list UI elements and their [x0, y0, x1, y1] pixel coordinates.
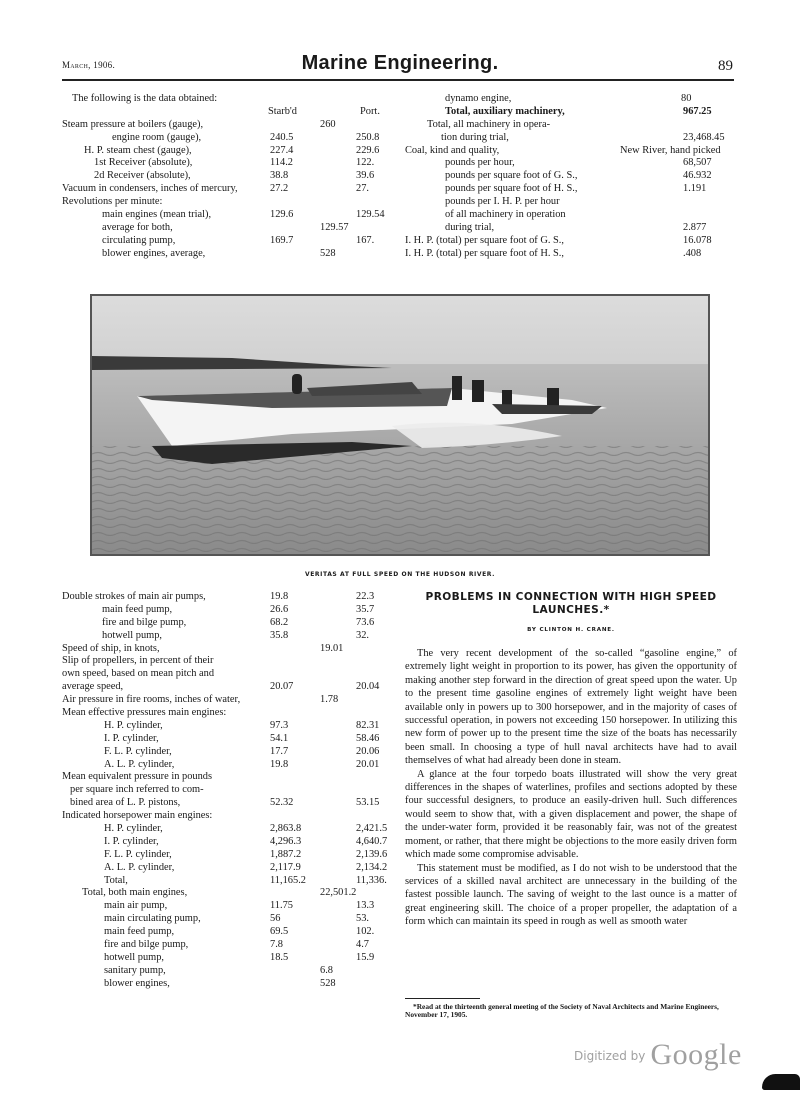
row-label: Steam pressure at boilers (gauge), — [62, 118, 204, 130]
port-value: 73.6 — [356, 616, 375, 628]
starbd-value: 97.3 — [270, 719, 289, 731]
trial-data-table-top-right — [405, 93, 740, 261]
table-row — [62, 604, 402, 617]
article — [405, 591, 737, 929]
table-row — [62, 591, 402, 604]
table-row — [62, 655, 402, 668]
row-label: blower engines, — [104, 977, 170, 989]
port-value: 53.15 — [356, 797, 380, 809]
row-label: Mean effective pressures main engines: — [62, 707, 227, 719]
row-label: main circulating pump, — [104, 913, 201, 925]
table-row — [62, 746, 402, 759]
row-label: main feed pump, — [102, 603, 173, 615]
starbd-value: 17.7 — [270, 745, 289, 757]
photo-caption: VERITAS AT FULL SPEED ON THE HUDSON RIVER. — [304, 571, 496, 578]
port-value: 250.8 — [356, 131, 380, 143]
port-value: 2,139.6 — [356, 848, 388, 860]
row-label: pounds per I. H. P. per hour — [445, 196, 560, 208]
row-value: 23,468.45 — [683, 131, 725, 143]
table-row — [62, 630, 402, 643]
article-paragraph: This statement must be modified, as I do not wish to be understood that the services of a skilled naval architect are unnecessary in the building of the fastest possible launch. The saving of weight to the last ounce is a matter of great engineering skill. The choice of a proper propeller, the adaptation of a form which can maintain its speed in rough as well as smooth water — [405, 862, 737, 928]
table-row — [62, 810, 402, 823]
table-row — [62, 797, 402, 810]
row-label: I. H. P. (total) per square foot of H. S., — [405, 247, 565, 259]
starbd-value: 56 — [270, 913, 281, 925]
table-row — [62, 759, 402, 772]
port-value: 11,336. — [356, 874, 387, 886]
table-row — [405, 157, 740, 170]
row-label: hotwell pump, — [102, 629, 163, 641]
table-row — [62, 617, 402, 630]
article-title: PROBLEMS IN CONNECTION WITH HIGH SPEED LAUNCHES.* — [425, 591, 717, 616]
row-value: 2.877 — [683, 221, 707, 233]
port-value: 129.54 — [356, 209, 385, 221]
starbd-value: 52.32 — [270, 797, 294, 809]
row-label: sanitary pump, — [104, 964, 166, 976]
starbd-value: 69.5 — [270, 926, 289, 938]
table-row — [62, 132, 402, 145]
combined-value: 260 — [320, 118, 336, 130]
port-value: 53. — [356, 913, 369, 925]
starbd-value: 18.5 — [270, 951, 289, 963]
combined-value: 6.8 — [320, 964, 333, 976]
port-value: 20.01 — [356, 758, 380, 770]
port-value: 2,134.2 — [356, 861, 388, 873]
table-row — [62, 668, 402, 681]
starbd-value: 114.2 — [270, 157, 293, 169]
table-row — [62, 170, 402, 183]
table-row — [62, 900, 402, 913]
table-row — [62, 875, 402, 888]
table-row — [405, 106, 740, 119]
row-label: average for both, — [102, 221, 173, 233]
row-label: Coal, kind and quality, — [405, 144, 500, 156]
row-label: pounds per hour, — [445, 157, 515, 169]
trial-data-table-bottom-left — [62, 591, 402, 991]
combined-value: 528 — [320, 977, 336, 989]
table-row — [405, 196, 740, 209]
starbd-value: 27.2 — [270, 183, 289, 195]
row-label: 1st Receiver (absolute), — [94, 157, 193, 169]
row-label: Indicated horsepower main engines: — [62, 810, 213, 822]
row-label: Slip of propellers, in percent of their — [62, 655, 214, 667]
port-value: 20.06 — [356, 745, 380, 757]
row-label: H. P. cylinder, — [104, 823, 163, 835]
row-value: 967.25 — [683, 105, 712, 117]
table-row — [62, 823, 402, 836]
row-label: Mean equivalent pressure in pounds — [62, 771, 213, 783]
row-value: 80 — [681, 93, 692, 104]
table-row — [62, 862, 402, 875]
row-label: tion during trial, — [441, 131, 509, 143]
table-row — [62, 157, 402, 170]
port-value: 82.31 — [356, 719, 380, 731]
table-row — [405, 209, 740, 222]
watermark-brand: Google — [650, 1038, 742, 1071]
starbd-value: 26.6 — [270, 603, 289, 615]
page-number: 89 — [718, 58, 733, 74]
table-row — [405, 93, 740, 106]
row-label: H. P. cylinder, — [104, 719, 163, 731]
row-label: Total, auxiliary machinery, — [445, 105, 565, 117]
starbd-value: 35.8 — [270, 629, 289, 641]
row-label: Total, both main engines, — [82, 887, 188, 899]
journal-title: Marine Engineering. — [301, 52, 499, 74]
table-row — [62, 222, 402, 235]
starbd-value: 68.2 — [270, 616, 289, 628]
table-row — [62, 978, 402, 991]
intro-text: The following is the data obtained: — [72, 93, 218, 104]
table-row — [62, 248, 402, 261]
combined-value: 1.78 — [320, 694, 339, 706]
port-value: 27. — [356, 183, 369, 195]
table-row — [405, 183, 740, 196]
table-row — [62, 694, 402, 707]
row-label: Double strokes of main air pumps, — [62, 591, 206, 602]
starbd-value: 19.8 — [270, 591, 289, 602]
table-row — [62, 209, 402, 222]
row-value: 46.932 — [683, 170, 712, 182]
table-row — [62, 926, 402, 939]
starbd-value: 38.8 — [270, 170, 289, 182]
row-label: H. P. steam chest (gauge), — [84, 144, 192, 156]
row-label: Total, all machinery in opera- — [427, 118, 551, 130]
watermark-prefix: Digitized by — [574, 1049, 646, 1063]
table-row — [62, 849, 402, 862]
starbd-value: 169.7 — [270, 234, 294, 246]
table-row — [405, 222, 740, 235]
port-value: 4.7 — [356, 939, 369, 951]
table-header-row — [62, 106, 402, 119]
row-label: F. L. P. cylinder, — [104, 745, 172, 757]
table-row — [62, 183, 402, 196]
table-row — [405, 235, 740, 248]
row-value: 68,507 — [683, 157, 712, 169]
footnote-text: *Read at the thirteenth general meeting of the Society of Naval Architects and Marine Engineers, November 17, 1905. — [405, 1002, 719, 1020]
row-label: Speed of ship, in knots, — [62, 642, 160, 654]
starbd-value: 11.75 — [270, 900, 293, 912]
footnote-rule — [405, 998, 480, 999]
table-row — [62, 784, 402, 797]
starbd-value: 2,863.8 — [270, 823, 302, 835]
row-label: pounds per square foot of G. S., — [445, 170, 578, 182]
table-row — [405, 248, 740, 261]
row-label: average speed, — [62, 681, 124, 693]
table-row — [62, 196, 402, 209]
row-label: Revolutions per minute: — [62, 196, 163, 208]
row-label: fire and bilge pump, — [104, 939, 189, 951]
table-row — [62, 707, 402, 720]
row-label: A. L. P. cylinder, — [104, 861, 175, 873]
starbd-value: 2,117.9 — [270, 861, 301, 873]
table-row — [405, 170, 740, 183]
row-label: per square inch referred to com- — [70, 784, 204, 796]
table-row — [62, 119, 402, 132]
row-label: main air pump, — [104, 900, 168, 912]
starbd-value: 4,296.3 — [270, 835, 302, 847]
starbd-value: 54.1 — [270, 732, 289, 744]
row-label: dynamo engine, — [445, 93, 512, 104]
table-row — [405, 145, 740, 158]
row-label: F. L. P. cylinder, — [104, 848, 172, 860]
row-label: bined area of L. P. pistons, — [70, 797, 181, 809]
row-value: New River, hand picked — [620, 144, 721, 156]
port-value: 122. — [356, 157, 375, 169]
row-label: circulating pump, — [102, 234, 176, 246]
port-value: 22.3 — [356, 591, 375, 602]
table-row — [62, 836, 402, 849]
port-value: 102. — [356, 926, 375, 938]
combined-value: 22,501.2 — [320, 887, 357, 899]
table-row — [62, 771, 402, 784]
starbd-value: 7.8 — [270, 939, 283, 951]
digitized-by-google-watermark — [574, 1038, 742, 1072]
table-row — [62, 939, 402, 952]
article-byline: BY CLINTON H. CRANE. — [527, 627, 615, 633]
scan-artifact — [762, 1074, 800, 1090]
row-label: Total, — [104, 874, 128, 886]
row-label: blower engines, average, — [102, 247, 206, 259]
starbd-value: 227.4 — [270, 144, 294, 156]
table-row — [62, 733, 402, 746]
row-label: I. P. cylinder, — [104, 732, 159, 744]
combined-value: 129.57 — [320, 221, 349, 233]
starbd-value: 11,165.2 — [270, 874, 306, 886]
row-label: main feed pump, — [104, 926, 175, 938]
column-header-starbd: Starb'd — [268, 105, 298, 117]
table-row — [62, 965, 402, 978]
table-row — [62, 643, 402, 656]
table-row — [62, 681, 402, 694]
table-row — [62, 952, 402, 965]
row-label: engine room (gauge), — [112, 131, 202, 143]
starbd-value: 19.8 — [270, 758, 289, 770]
port-value: 229.6 — [356, 144, 380, 156]
row-label: fire and bilge pump, — [102, 616, 187, 628]
row-label: A. L. P. cylinder, — [104, 758, 175, 770]
starbd-value: 240.5 — [270, 131, 294, 143]
table-row — [405, 132, 740, 145]
starbd-value: 1,887.2 — [270, 848, 302, 860]
port-value: 2,421.5 — [356, 823, 388, 835]
row-label: Air pressure in fire rooms, inches of water, — [62, 694, 241, 706]
article-paragraph: A glance at the four torpedo boats illustrated will show the very great differences in the shapes of waterlines, profiles and sections adopted by these four successful designers, to produce an easily-driven hull. Such differences would seem to show that, with a given displacement and power, the shape of the under-water form, provided it be reasonably fair, was not of the greatest moment, or rather, that there might be objections to the more easily driven form which made some compromise advisable. — [405, 768, 737, 861]
starbd-value: 20.07 — [270, 681, 294, 693]
trial-data-table-top-left — [62, 93, 402, 261]
row-value: 16.078 — [683, 234, 712, 246]
row-label: of all machinery in operation — [445, 209, 566, 221]
table-row — [62, 145, 402, 158]
table-row — [62, 720, 402, 733]
speedboat-image — [92, 296, 708, 554]
column-header-port: Port. — [360, 105, 380, 117]
port-value: 32. — [356, 629, 369, 641]
row-value: 1.191 — [683, 183, 707, 195]
table-row — [62, 913, 402, 926]
table-row — [405, 119, 740, 132]
row-label: I. P. cylinder, — [104, 835, 159, 847]
port-value: 4,640.7 — [356, 835, 388, 847]
row-value: .408 — [683, 247, 702, 259]
row-label: I. H. P. (total) per square foot of G. S., — [405, 234, 565, 246]
port-value: 15.9 — [356, 951, 375, 963]
row-label: pounds per square foot of H. S., — [445, 183, 578, 195]
row-label: hotwell pump, — [104, 951, 165, 963]
article-body — [405, 647, 737, 929]
row-label: during trial, — [445, 221, 495, 233]
row-label: Vacuum in condensers, inches of mercury, — [62, 183, 238, 195]
port-value: 13.3 — [356, 900, 375, 912]
row-label: main engines (mean trial), — [102, 209, 212, 221]
combined-value: 528 — [320, 247, 336, 259]
table-row — [62, 235, 402, 248]
port-value: 167. — [356, 234, 375, 246]
boat-photograph — [90, 294, 710, 556]
row-label: own speed, based on mean pitch and — [62, 668, 215, 680]
combined-value: 19.01 — [320, 642, 344, 654]
starbd-value: 129.6 — [270, 209, 294, 221]
article-footnote — [405, 1003, 741, 1020]
port-value: 58.46 — [356, 732, 380, 744]
port-value: 35.7 — [356, 603, 375, 615]
table-row — [62, 887, 402, 900]
header-rule — [62, 79, 734, 81]
row-label: 2d Receiver (absolute), — [94, 170, 191, 182]
article-paragraph: The very recent development of the so-called “gasoline engine,” of extremely light weight in proportion to its power, has given the opportunity of making another step forward in the direction of great speed upon the water. Up to the present time gasoline engines of extremely light weight have been available only in powers up to 300 horsepower, and in the majority of cases of successful operation, in powers not exceeding 150 horsepower. In utilizing this new form of power up to the present time the size of the boats has necessarily been small. In choosing a type of hull naval architects have had to avail themselves of what had already been done in steam. — [405, 648, 737, 767]
table-intro — [62, 93, 402, 106]
port-value: 39.6 — [356, 170, 375, 182]
issue-date: March, 1906. — [62, 60, 116, 70]
port-value: 20.04 — [356, 681, 380, 693]
